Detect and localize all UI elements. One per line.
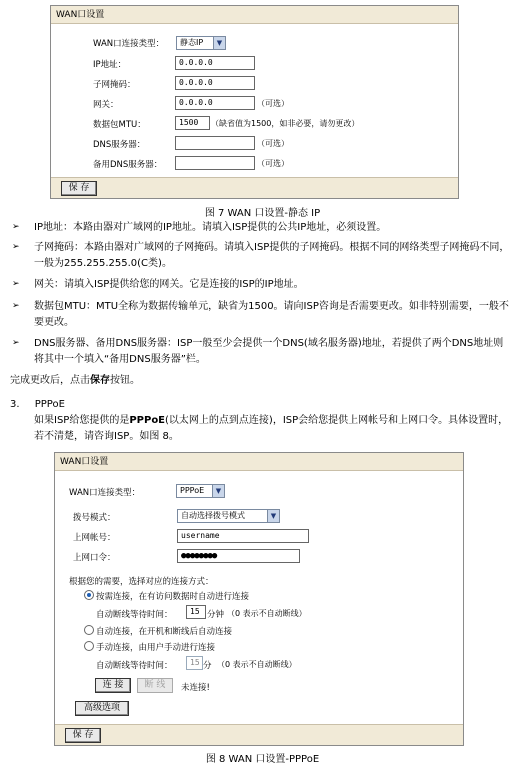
bullet-ip: IP地址：本路由器对广域网的IP地址。请填入ISP提供的公共IP地址，必须设置。: [34, 222, 387, 233]
mask-label: 子网掩码：: [93, 80, 136, 90]
bullet-arrow-icon: ➢: [12, 222, 20, 232]
dns-hint: （可选）: [257, 139, 289, 148]
idle-time2-hint: （0 表示不自动断线）: [217, 660, 297, 669]
figure-7-caption: 图 7 WAN 口设置-静态 IP: [204, 208, 321, 219]
dial-mode-select[interactable]: [177, 509, 280, 523]
idle-time2-input[interactable]: 15: [186, 656, 203, 670]
mask-input[interactable]: 0.0.0.0: [175, 76, 255, 90]
opt-auto-label: 自动连接，在开机和断线后自动连接: [96, 627, 233, 637]
opt-on-demand-label: 按需连接，在有访问数据时自动进行连接: [96, 592, 250, 602]
bullet-arrow-icon: ➢: [12, 279, 20, 289]
disconnect-button[interactable]: 断 线: [137, 678, 173, 693]
idle-time-unit: 分钟: [207, 610, 225, 620]
idle-time-label: 自动断线等待时间：: [96, 610, 173, 620]
radio-on-demand[interactable]: [84, 590, 94, 600]
ip-label: IP地址：: [93, 60, 127, 70]
wan-static-ip-panel: [50, 5, 459, 199]
panel-footer: [51, 177, 458, 198]
password-input[interactable]: ●●●●●●●●: [177, 549, 300, 563]
advanced-options-button[interactable]: 高级选项: [75, 701, 129, 716]
password-label: 上网口令：: [73, 553, 116, 563]
connection-status: 未连接!: [181, 683, 210, 693]
mtu-label: 数据包MTU：: [93, 120, 146, 130]
gateway-label: 网关：: [93, 100, 119, 110]
gateway-hint: （可选）: [257, 99, 289, 108]
idle-time2-unit: 分: [203, 661, 212, 671]
figure-8-caption: 图 8 WAN 口设置-PPPoE: [205, 754, 320, 765]
dial-mode-label: 拨号模式：: [73, 513, 116, 523]
bullet-dns: DNS服务器、备用DNS服务器：ISP一般至少会提供一个DNS(域名服务器)地址，若提供了两个DNS地址则将其中一个填入“备用DNS服务器”栏。: [34, 338, 504, 365]
bullet-arrow-icon: ➢: [12, 338, 20, 348]
idle-time-input[interactable]: 15: [186, 605, 206, 619]
connect-button[interactable]: 连 接: [95, 678, 131, 693]
bullet-gateway: 网关：请填入ISP提供给您的网关。它是连接的ISP的IP地址。: [34, 279, 304, 290]
bullet-arrow-icon: ➢: [12, 301, 20, 311]
save-button[interactable]: 保 存: [65, 728, 101, 743]
conn-type-select[interactable]: [176, 36, 226, 50]
idle-time2-label: 自动断线等待时间：: [96, 661, 173, 671]
after-change-text: 完成更改后，点击保存按钮。: [10, 375, 140, 386]
conn-type-value: PPPoE: [180, 486, 205, 495]
section-number: 3.: [10, 399, 20, 410]
radio-manual[interactable]: [84, 641, 94, 651]
conn-type-label: WAN口连接类型：: [93, 39, 165, 49]
section-heading: [10, 397, 65, 413]
ip-input[interactable]: 0.0.0.0: [175, 56, 255, 70]
panel-footer: [55, 724, 463, 745]
conn-type-label: WAN口连接类型：: [69, 488, 141, 498]
dns-label: DNS服务器：: [93, 140, 146, 150]
chevron-down-icon: ▼: [213, 37, 225, 49]
conn-type-select[interactable]: [176, 484, 225, 498]
panel-title: WAN口设置: [55, 453, 463, 471]
mtu-input[interactable]: 1500: [175, 116, 210, 130]
section-title: PPPoE: [34, 399, 65, 410]
dial-mode-value: 自动选择拨号模式: [181, 511, 245, 520]
dns-input[interactable]: [175, 136, 255, 150]
dns2-input[interactable]: [175, 156, 255, 170]
panel-title: WAN口设置: [51, 6, 458, 24]
mode-heading: 根据您的需要，选择对应的连接方式：: [69, 577, 214, 587]
account-input[interactable]: username: [177, 529, 309, 543]
bullet-arrow-icon: ➢: [12, 242, 20, 252]
section-intro: 如果ISP给您提供的是PPPoE(以太网上的点到点连接)，ISP会给您提供上网帐号和上网口令。具体设置时，若不清楚，请咨询ISP。如图 8。: [34, 415, 509, 442]
gateway-input[interactable]: 0.0.0.0: [175, 96, 255, 110]
opt-manual-label: 手动连接，由用户手动进行连接: [96, 643, 216, 653]
mtu-hint: （缺省值为1500，如非必要，请勿更改）: [211, 119, 360, 128]
bullet-mtu: 数据包MTU：MTU全称为数据传输单元，缺省为1500。请向ISP咨询是否需要更改。如非特别需要，一般不要更改。: [34, 301, 509, 328]
idle-time-hint: （0 表示不自动断线）: [227, 609, 307, 618]
radio-auto[interactable]: [84, 625, 94, 635]
dns2-hint: （可选）: [257, 159, 289, 168]
conn-type-value: 静态IP: [180, 38, 204, 47]
chevron-down-icon: ▼: [212, 485, 224, 497]
dns2-label: 备用DNS服务器：: [93, 160, 163, 170]
bullet-mask: 子网掩码：本路由器对广域网的子网掩码。请填入ISP提供的子网掩码。根据不同的网络类型子网掩码不同，一般为255.255.255.0(C类)。: [34, 242, 510, 269]
save-button[interactable]: 保 存: [61, 181, 97, 196]
account-label: 上网帐号：: [73, 533, 116, 543]
chevron-down-icon: ▼: [267, 510, 279, 522]
wan-pppoe-panel: [54, 452, 464, 746]
